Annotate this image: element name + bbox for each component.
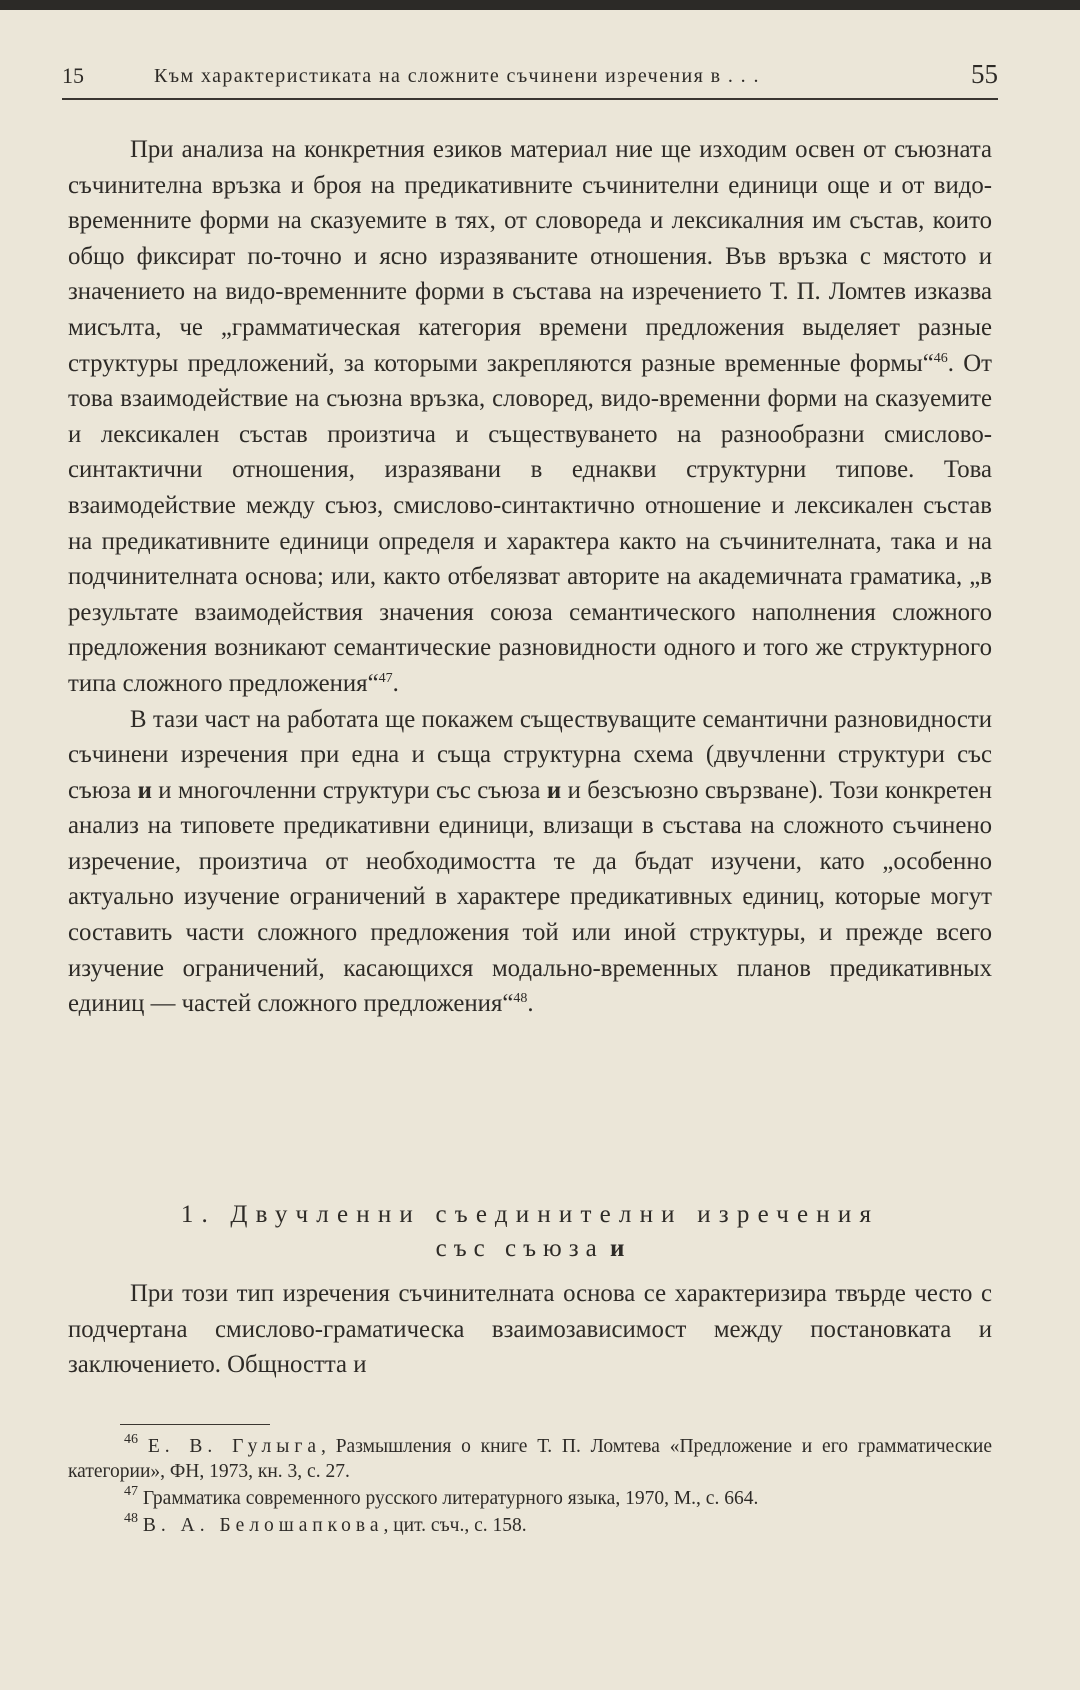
- footnote-author: В. А. Белошапкова: [142, 1515, 384, 1536]
- footnote-48: [68, 1513, 992, 1538]
- scan-top-edge: [0, 0, 1080, 10]
- header-rule: [62, 98, 998, 100]
- paragraph-2-text-d: .: [527, 990, 534, 1018]
- section-heading: [68, 1198, 992, 1266]
- footnote-ref-48: 48: [513, 991, 528, 1007]
- paragraph-2-text-c: и безсъюзно свързване). Този конкретен анализ на типовете предикативни единици, влизащи в състава на сложното съчинено изречение, произтича от необходимостта те да бъдат изучени, като „особенно актуально изучение ограничений в характере предикативных единиц, которые могут составить части сложного предложения той или иной структуры, и прежде всего изучение ограничений, касающихся модально-временных планов предикативных единиц — частей сложного предложения“: [68, 776, 993, 1018]
- section-heading-text: със съюза: [435, 1235, 604, 1262]
- footnote-number: 47: [124, 1484, 138, 1499]
- paragraph-2-text-b: и многочленни структури със съюза: [151, 776, 547, 804]
- running-title: Към характеристиката на сложните съчинени изречения в . . .: [154, 65, 760, 87]
- footnote-46: [68, 1434, 992, 1484]
- footnote-text: Грамматика современного русского литературного языка, 1970, М., с. 664.: [142, 1488, 759, 1509]
- paragraph-1-text-a: При анализа на конкретния езиков материал ние ще изходим освен от съюзната съчинителна връзка и броя на предикативните съчинителни единици още и от видо-временните форми на сказуемите в тях, от словореда и лексикалния им състав, които общо фиксират по-точно и ясно изразяваните отношения. Във връзка с мястото и значението на видо-временните форми в състава на изречението Т. П. Ломтев изказва мисълта, че „грамматическая категория времени предложения выделяет разные структуры предложений, за которыми закрепляются разные временные формы“: [68, 136, 992, 377]
- conjunction-bold: и: [546, 776, 562, 804]
- section-number: 15: [62, 63, 84, 88]
- footnote-number: 48: [124, 1511, 138, 1526]
- paragraph-2: [68, 702, 992, 1022]
- paragraph-1-text-b: . От това взаимодействие на съюзна връзка, словоред, видо-временни форми на сказуемите и лексикален състав произтича и съществуването на разнообразни смислово-синтактични отношения, изразявани в еднакви структурни типове. Това взаимодействие между съюз, смислово-синтактично отношение и лексикален състав на предикативните единици определя и характера както на съчинителната, така и на подчинителната основа; или, както отбелязват авторите на академичната граматика, „в результате взаимодействия значения союза семантического наполнения сложного предложения возникают семантические разновидности одного и того же структурного типа сложного предложения“: [68, 349, 992, 697]
- footnotes: [68, 1434, 992, 1540]
- conjunction-bold: и: [137, 776, 152, 804]
- page-header: [62, 55, 998, 99]
- section-heading-line-1: 1. Двучленни съединителни изречения: [180, 1201, 880, 1228]
- section-text: [68, 1276, 992, 1383]
- footnote-author: Е. В. Гулыга: [147, 1436, 322, 1457]
- paragraph-2-text-a: В тази част на работата ще покажем съществуващите семантични разновидности съчинени изречения при една и съща структурна схема (двучленни структури със съюза: [68, 705, 992, 804]
- paragraph-1: [68, 132, 992, 702]
- section-heading-line-2: [68, 1232, 992, 1266]
- footnote-number: 46: [124, 1432, 138, 1447]
- page-number: 55: [971, 59, 998, 89]
- paragraph-1-text-c: .: [392, 669, 399, 697]
- footnote-text: , цит. съч., с. 158.: [383, 1515, 527, 1536]
- footnote-ref-47: 47: [378, 670, 393, 686]
- section-heading-conjunction: и: [609, 1235, 625, 1262]
- footnote-ref-46: 46: [933, 350, 948, 366]
- footnote-rule: [120, 1424, 270, 1425]
- footnote-text: , Размышления о книге Т. П. Ломтева «Предложение и его грамматические категории», ФН, 1973, кн. 3, с. 27.: [68, 1436, 992, 1482]
- footnote-47: [68, 1486, 992, 1511]
- section-paragraph: При този тип изречения съчинителната основа се характеризира твърде често с подчертана смислово-граматическа взаимозависимост между постановката и заключението. Общността и: [68, 1280, 992, 1379]
- main-text: [68, 132, 992, 1022]
